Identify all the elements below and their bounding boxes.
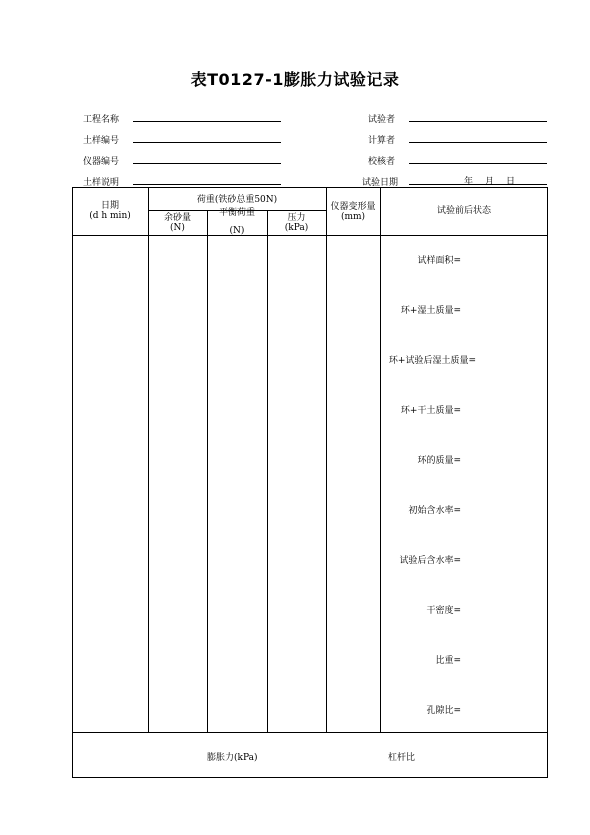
status-dry-density: 干密度= [426,606,461,616]
month-label: 月 [485,177,495,187]
year-label: 年 [464,177,474,187]
status-ring-wet-soil: 环+湿土质量= [400,306,461,316]
deform-unit: (mm) [340,212,366,222]
sand-header: 余砂量 [163,213,191,223]
col-divider-2 [207,210,208,732]
lever-ratio-label: 杠杆比 [388,753,416,763]
sample-desc-line[interactable] [133,184,281,185]
deform-header: 仪器变形量 [330,202,376,212]
pressure-header: 压力 [287,213,306,223]
project-name-line[interactable] [133,121,281,122]
tester-label: 试验者 [368,115,396,125]
checker-label: 校核者 [368,157,396,167]
tester-line[interactable] [409,121,547,122]
footer-top-line [72,732,548,733]
page-title: 表T0127-1膨胀力试验记录 [190,70,400,89]
state-header: 试验前后状态 [436,206,491,216]
status-initial-moisture: 初始含水率= [408,506,461,516]
status-specific-gravity: 比重= [435,656,461,666]
sand-unit: (N) [170,223,185,233]
status-final-moisture: 试验后含水率= [399,556,461,566]
date-header: 日期 [100,201,119,211]
status-ring-dry-soil: 环+干土质量= [400,406,461,416]
status-ring-wet-soil-after: 环+试验后湿土质量= [388,356,476,366]
calculator-label: 计算者 [368,136,396,146]
status-void-ratio: 孔隙比= [426,706,461,716]
col-divider-3 [267,210,268,732]
balance-unit: (N) [229,226,245,236]
checker-line[interactable] [409,163,547,164]
sample-no-label: 土样编号 [83,136,120,146]
pressure-unit: (kPa) [284,223,309,233]
date-unit: (d h min) [89,211,131,221]
day-label: 日 [506,177,516,187]
swelling-force-label: 膨胀力(kPa) [207,753,258,763]
test-date-line[interactable] [409,184,547,185]
calculator-line[interactable] [409,142,547,143]
header-bottom-line [72,235,548,236]
project-name-label: 工程名称 [83,115,120,125]
record-table [72,187,548,778]
instrument-no-line[interactable] [133,163,281,164]
instrument-no-label: 仪器编号 [83,157,120,167]
status-ring-mass: 环的质量= [417,456,461,466]
load-header: 荷重(铁砂总重50N) [196,195,278,205]
sample-no-line[interactable] [133,142,281,143]
test-date-label: 试验日期 [362,178,399,188]
col-divider-1 [148,187,149,732]
sample-desc-label: 土样说明 [83,178,120,188]
status-area: 试样面积= [417,256,461,266]
balance-header: 平衡荷重 [218,208,255,218]
